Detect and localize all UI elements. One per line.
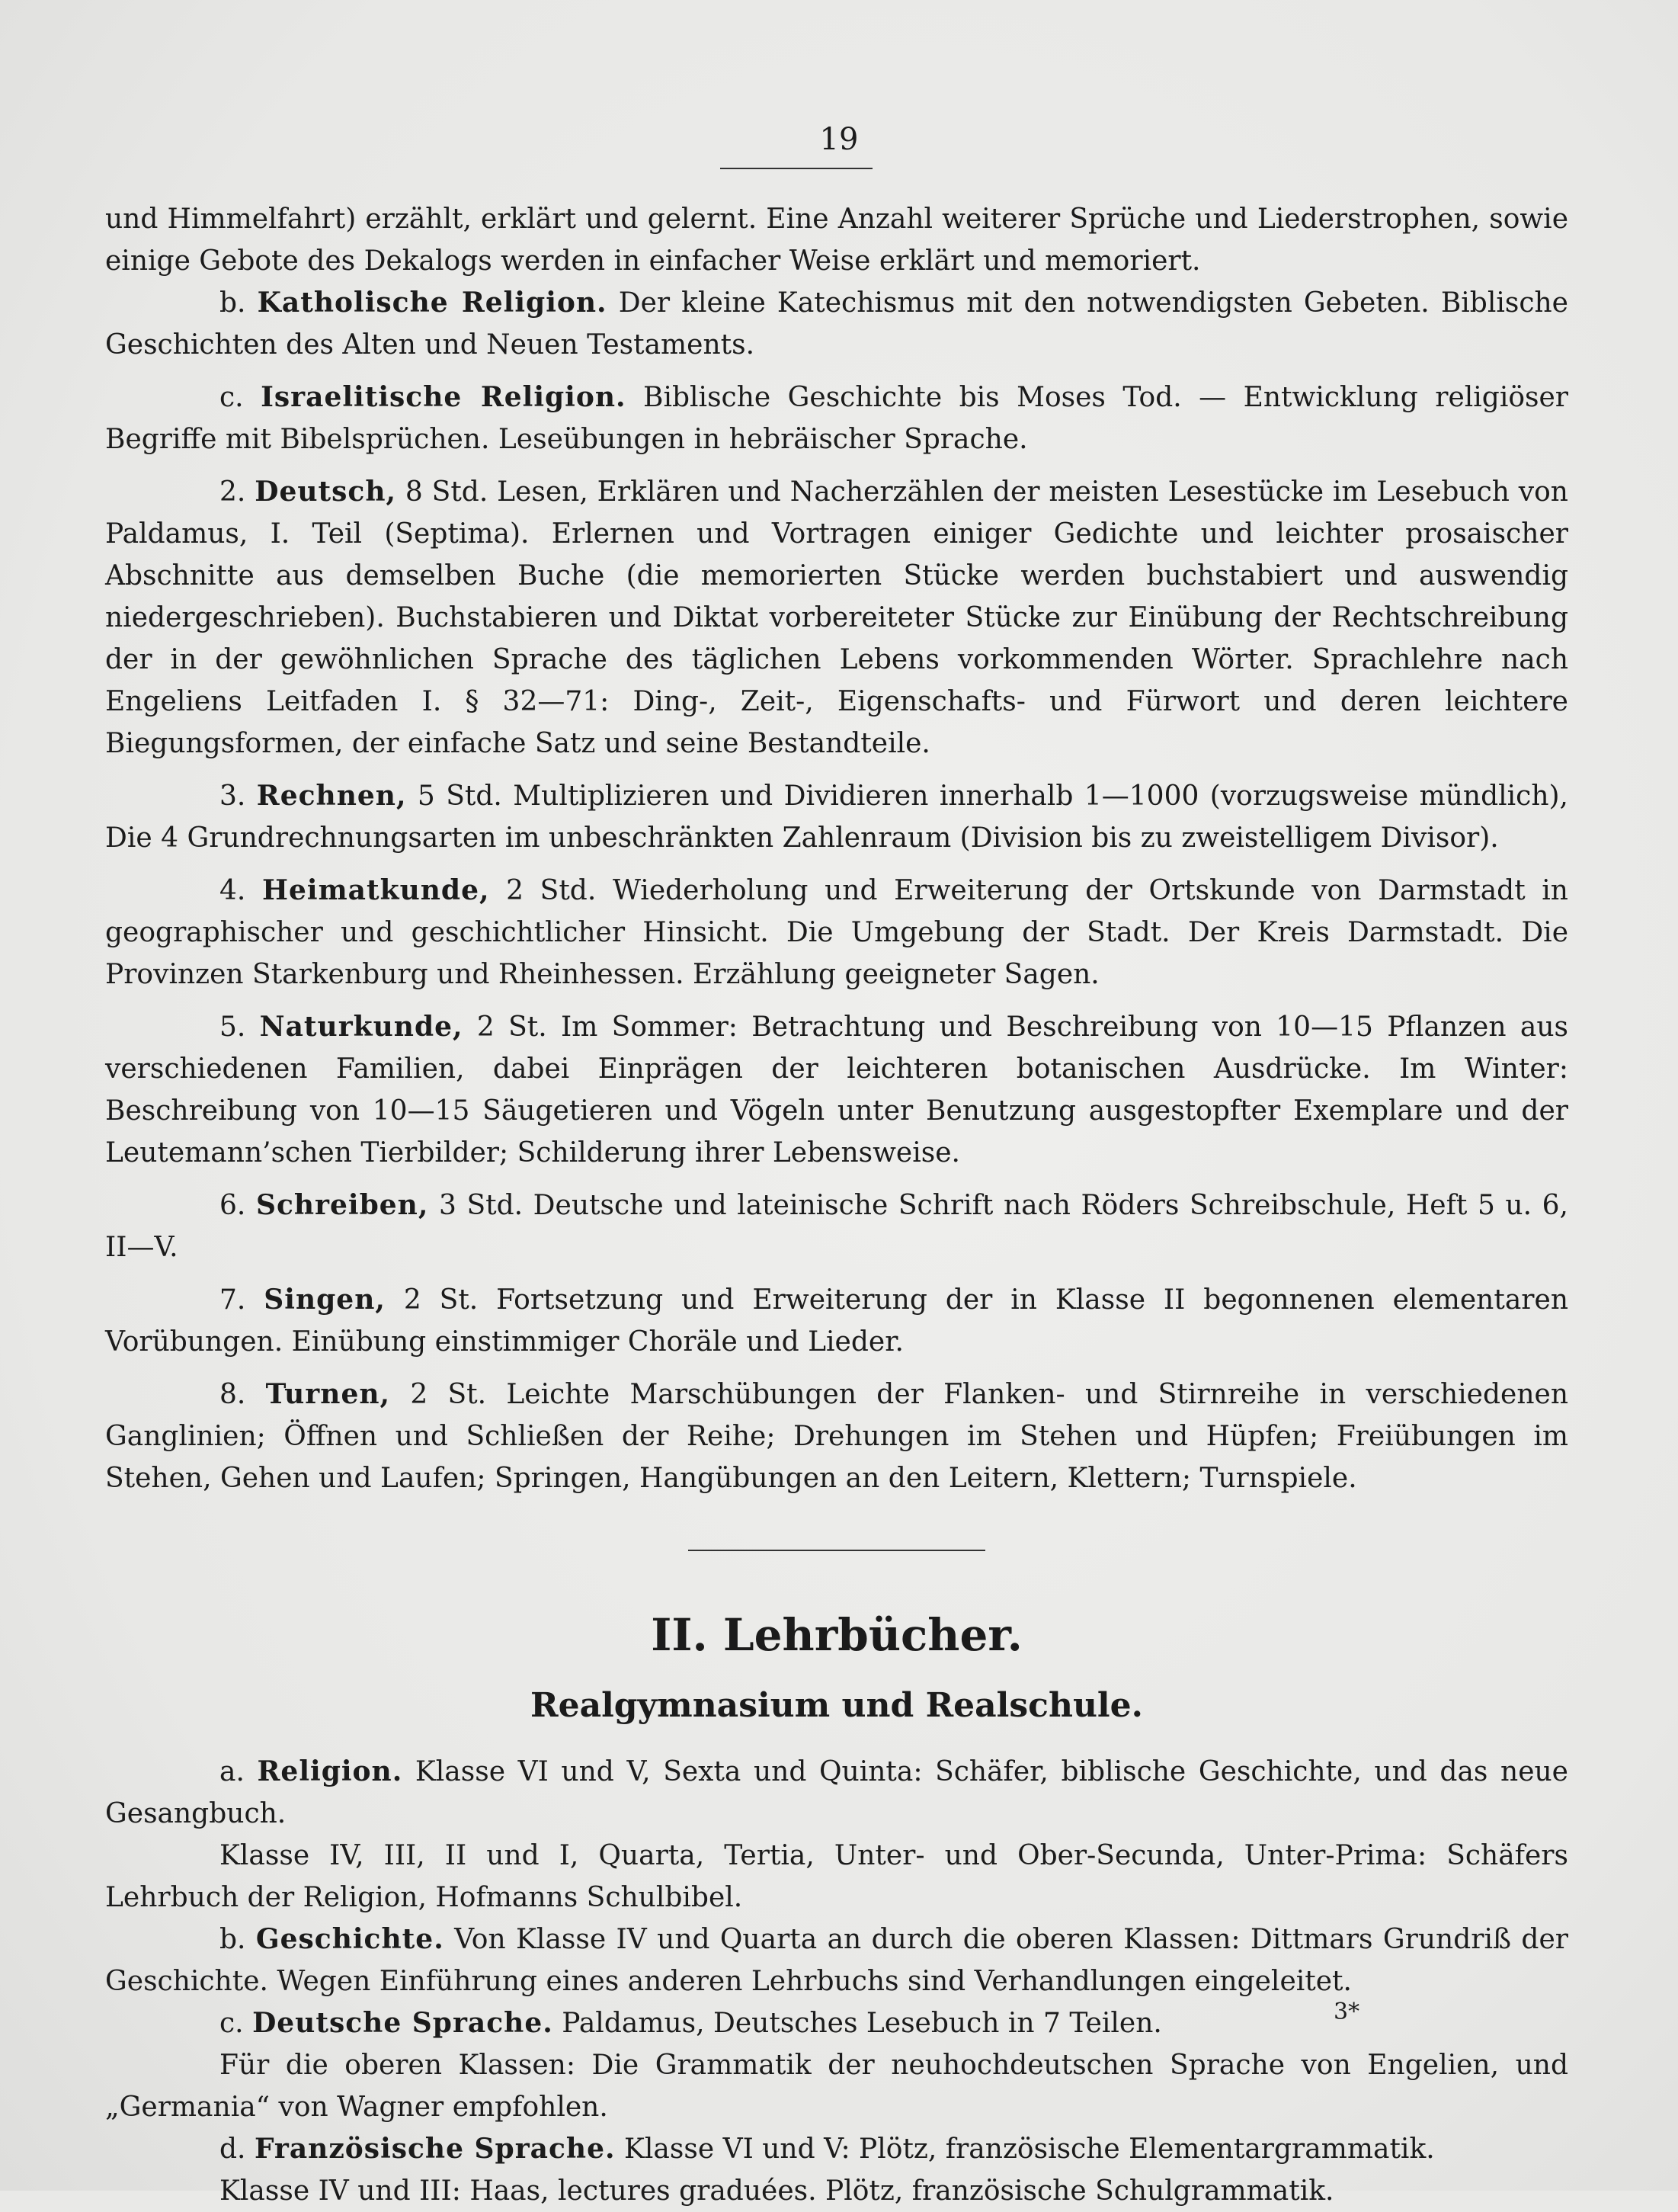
subject-naturkunde [105,1006,1568,1174]
item-heading: Naturkunde, [259,1011,463,1043]
item-text: Klasse VI und V: Plötz, französische Elementargrammatik. [624,2133,1435,2165]
subject-schreiben [105,1185,1568,1268]
item-number: 3. [219,781,246,812]
subject-deutsch [105,471,1568,765]
item-heading: Deutsche Sprache. [252,2007,553,2039]
item-text: Paldamus, Deutsches Lesebuch in 7 Teilen. [562,2008,1162,2039]
page-number: 19 [819,122,859,157]
item-number: 7. [219,1284,246,1316]
item-heading: Israelitische Religion. [261,381,626,413]
book-franzoesisch [105,2128,1568,2170]
item-text: Von Klasse IV und Quarta an durch die oberen Klassen: Dittmars Grundriß der Geschichte. Wegen Einführung eines anderen Lehrbuchs sind Verhandlungen eingeleitet. [105,1924,1568,1997]
item-number: a. [219,1756,245,1787]
section-title: II. Lehrbücher. [651,1609,1023,1661]
item-text: Multiplizieren und Dividieren innerhalb 1—1000 (vorzugsweise mündlich), Die 4 Grundrechnungsarten im unbeschränkten Zahlenraum (Division bis zu zweistelligem Divisor). [105,781,1568,854]
item-text: Biblische Geschichte bis Moses Tod. — Entwicklung religiöser Begriffe mit Bibelsprüchen. Leseübungen in hebräischer Sprache. [105,382,1568,455]
item-number: c. [219,382,244,413]
item-heading: Heimatkunde, [261,874,490,906]
item-heading: Turnen, [265,1378,391,1410]
item-text: Deutsche und lateinische Schrift nach Röders Schreibschule, Heft 5 u. 6, II—V. [105,1190,1568,1263]
item-text: Wiederholung und Erweiterung der Ortskunde von Darmstadt in geographischer und geschichtlicher Hinsicht. Die Umgebung der Stadt. Der Kreis Darmstadt. Die Provinzen Starkenburg und Rheinhessen. Erzählung geeigneter Sagen. [105,875,1568,990]
item-heading: Schreiben, [255,1189,429,1221]
subject-turnen [105,1374,1568,1499]
item-number: b. [219,287,246,319]
item-hours: 8 Std. [405,476,488,508]
section-subtitle: Realgymnasium und Realschule. [530,1686,1143,1725]
book-franzoesisch-upper [105,2170,1568,2212]
item-heading: Geschichte. [255,1923,444,1955]
book-geschichte [105,1919,1568,2002]
item-text: Leichte Marschübungen der Flanken- und Stirnreihe in verschiedenen Ganglinien; Öffnen und Schließen der Reihe; Drehungen im Stehen und Hüpfen; Freiübungen im Stehen, Gehen und Laufen; Springen, Hangübungen an den Leitern, Klettern; Turnspiele. [105,1379,1569,1494]
item-heading: Deutsch, [255,476,397,508]
item-hours: 3 Std. [438,1190,524,1221]
item-heading: Katholische Religion. [257,287,607,319]
item-hours: 2 St. [476,1011,547,1043]
item-number: c. [219,2008,244,2039]
item-text: Fortsetzung und Erweiterung der in Klasse II begonnenen elementaren Vorübungen. Einübung einstimmiger Choräle und Lieder. [105,1284,1568,1358]
item-heading: Rechnen, [256,780,407,812]
item-number: d. [219,2133,246,2165]
book-deutsche-sprache-upper [105,2044,1568,2128]
item-text: Im Sommer: Betrachtung und Beschreibung von 10—15 Pflanzen aus verschiedenen Familien, dabei Einprägen der leichteren botanischen Ausdrücke. Im Winter: Beschreibung von 10—15 Säugetieren und Vögeln unter Benutzung ausgestopfter Exemplare und der Leutemann’schen Tierbilder; Schilderung ihrer Lebensweise. [105,1011,1568,1169]
subject-heimatkunde [105,870,1568,995]
item-heading: Religion. [257,1755,403,1787]
paragraph-catholic-religion [105,282,1568,366]
item-hours: 2 Std. [506,875,597,906]
item-number: 5. [219,1011,246,1043]
section-divider [688,1550,985,1551]
page-body [105,198,1568,2212]
item-number: 8. [219,1379,246,1410]
item-hours: 5 Std. [417,781,502,812]
item-text: Lesen, Erklären und Nacherzählen der meisten Lesestücke im Lesebuch von Paldamus, I. Teil (Septima). Erlernen und Vortragen einiger Gedichte und leichter prosaischer Abschnitte aus demselben Buche (die memorierten Stücke werden buchstabiert und auswendig niedergeschrieben). Buchstabieren und Diktat vorbereiteter Stücke zur Einübung der Rechtschreibung der in der gewöhnlichen Sprache des täglichen Lebens vorkommenden Wörter. Sprachlehre nach Engeliens Leitfaden I. § 32—71: Ding-, Zeit-, Eigenschafts- und Fürwort und deren leichtere Biegungsformen, der einfache Satz und seine Bestandteile. [105,476,1568,759]
signature-mark: 3* [1334,1999,1360,2025]
item-heading: Singen, [264,1284,386,1316]
religion-continuation: und Himmelfahrt) erzählt, erklärt und gelernt. Eine Anzahl weiterer Sprüche und Liederstrophen, sowie einige Gebote des Dekalogs werden in einfacher Weise erklärt und memoriert. [105,204,1568,277]
item-heading: Französische Sprache. [254,2133,616,2165]
item-hours: 2 St. [410,1379,487,1410]
item-text: Der kleine Katechismus mit den notwendigsten Gebeten. Biblische Geschichten des Alten und Neuen Testaments. [105,287,1568,361]
subject-singen [105,1279,1568,1363]
item-number: 4. [219,875,246,906]
paragraph-israelite-religion [105,377,1568,460]
page-number-rule [720,168,873,169]
item-text: Klasse IV, III, II und I, Quarta, Tertia, Unter- und Ober-Secunda, Unter-Prima: Schäfers Lehrbuch der Religion, Hofmanns Schulbibel. [105,1840,1568,1913]
item-text: Klasse IV und III: Haas, lectures graduées. Plötz, französische Schulgrammatik. [219,2175,1334,2207]
item-text: Klasse VI und V, Sexta und Quinta: Schäfer, biblische Geschichte, und das neue Gesangbuch. [105,1756,1568,1829]
item-text: Für die oberen Klassen: Die Grammatik der neuhochdeutschen Sprache von Engelien, und „Germania“ von Wagner empfohlen. [105,2050,1568,2123]
book-religion-upper [105,1835,1568,1919]
item-number: 2. [219,476,246,508]
item-number: 6. [219,1190,246,1221]
subject-rechnen [105,775,1568,859]
item-hours: 2 St. [403,1284,479,1316]
item-number: b. [219,1924,246,1955]
book-religion [105,1751,1568,1835]
